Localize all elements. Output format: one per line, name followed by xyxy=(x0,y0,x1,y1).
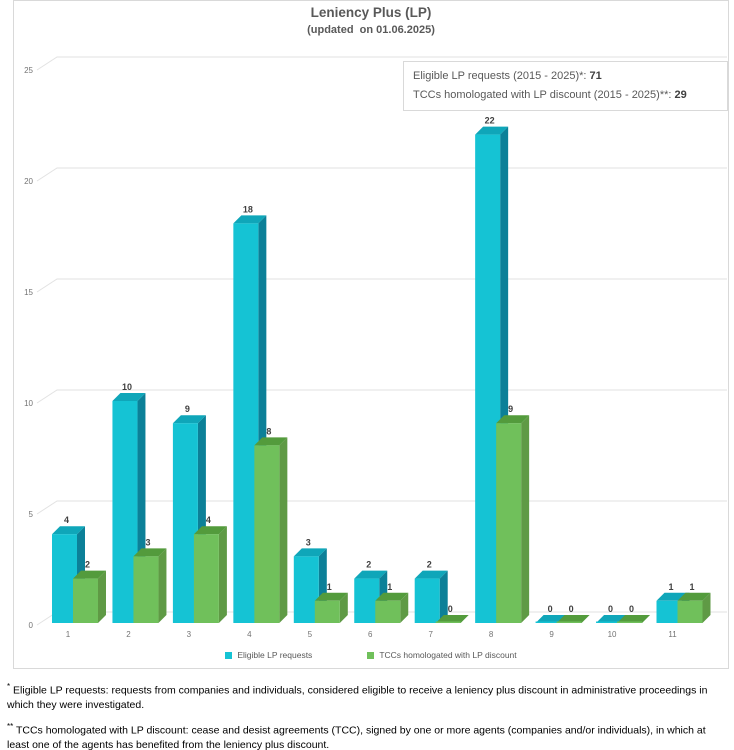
legend-label: TCCs homologated with LP discount xyxy=(379,650,517,660)
legend-item-tccs-homologated xyxy=(367,650,516,660)
gridline xyxy=(37,168,727,181)
footnotes xyxy=(7,681,728,750)
chart-text: 5 xyxy=(307,630,313,639)
chart-text: 0 xyxy=(629,604,635,614)
chart-text: 1 xyxy=(326,581,332,592)
summary-line-1-label: Eligible LP requests (2015 - 2025)*: xyxy=(413,70,590,82)
chart-text: 4 xyxy=(247,630,252,639)
bar-tccs-homologated-with-lp-discount xyxy=(315,593,348,623)
chart-text: 6 xyxy=(368,630,373,639)
chart-text: 11 xyxy=(668,630,677,639)
chart-text: 9 xyxy=(549,630,554,639)
chart-text: 7 xyxy=(428,630,433,639)
chart-text: 22 xyxy=(484,115,495,126)
chart-text: 2 xyxy=(426,559,432,570)
chart-subtitle: (updated on 01.06.2025) xyxy=(307,24,435,36)
summary-line-2-value: 29 xyxy=(674,89,687,101)
chart-text: 1 xyxy=(689,581,695,592)
chart-text: 15 xyxy=(24,288,33,297)
bar-tccs-homologated-with-lp-discount xyxy=(133,548,166,623)
chart-legend xyxy=(14,650,728,660)
chart-text: 25 xyxy=(24,66,33,75)
chart-text: 0 xyxy=(28,621,33,630)
gridline xyxy=(37,279,727,292)
chart-text: 8 xyxy=(488,630,494,639)
footnote-1 xyxy=(7,681,728,712)
chart-text: 2 xyxy=(366,559,372,570)
bar-tccs-homologated-with-lp-discount xyxy=(496,415,529,623)
chart-text: 10 xyxy=(607,630,617,639)
chart-text: 4 xyxy=(205,515,211,526)
legend-swatch-icon xyxy=(367,652,374,659)
chart-text: 3 xyxy=(145,537,151,548)
chart-title: Leniency Plus (LP) xyxy=(310,5,432,20)
footnote-2-marker: ** xyxy=(7,722,14,732)
chart-text: 2 xyxy=(126,630,131,639)
footnote-2-text: TCCs homologated with LP discount: cease and desist agreements (TCC), signed by one or more agents (companies and/or individuals), in which at least one of the agents has benefited from the leniency plus discount. xyxy=(7,724,706,750)
chart-text: 5 xyxy=(28,510,33,519)
legend-label: Eligible LP requests xyxy=(237,650,313,660)
chart-text: 0 xyxy=(568,604,574,614)
chart-text: 0 xyxy=(447,604,453,614)
footnote-1-text: Eligible LP requests: requests from companies and individuals, considered eligible to receive a leniency plus discount in administrative proceedings in which they were investigated. xyxy=(7,684,708,711)
chart-text: 4 xyxy=(63,515,70,526)
chart-text: 1 xyxy=(65,630,71,639)
bar-tccs-homologated-with-lp-discount xyxy=(73,571,106,623)
chart-text: 10 xyxy=(121,382,132,392)
chart-text: 1 xyxy=(668,581,674,592)
summary-line-2-label: TCCs homologated with LP discount (2015 - 2025)**: xyxy=(413,89,675,101)
chart-text: 18 xyxy=(242,204,253,215)
footnote-1-marker: * xyxy=(7,682,11,691)
chart-text: 9 xyxy=(184,404,190,415)
chart-frame xyxy=(13,0,729,669)
chart-text: 20 xyxy=(24,177,33,186)
summary-line-2 xyxy=(413,86,727,105)
bar-tccs-homologated-with-lp-discount xyxy=(194,526,227,623)
bar-eligible-lp-requests xyxy=(415,571,448,623)
bar-tccs-homologated-with-lp-discount xyxy=(375,593,408,623)
bar-tccs-homologated-with-lp-discount xyxy=(254,437,287,623)
chart-text: 9 xyxy=(508,404,514,415)
chart-text: 3 xyxy=(305,537,311,548)
chart-text: 3 xyxy=(186,630,192,639)
bar-tccs-homologated-with-lp-discount xyxy=(678,593,711,623)
chart-text: 8 xyxy=(266,426,272,437)
legend-item-eligible-lp-requests xyxy=(225,650,312,660)
chart-text: 1 xyxy=(387,581,393,592)
summary-line-1 xyxy=(413,67,727,86)
summary-box xyxy=(403,61,728,111)
footnote-2 xyxy=(7,721,728,750)
legend-swatch-icon xyxy=(225,652,232,659)
chart-text: 0 xyxy=(608,604,614,614)
chart-text: 10 xyxy=(24,399,33,408)
summary-line-1-value: 71 xyxy=(589,70,602,82)
chart-text: 0 xyxy=(547,604,553,614)
chart-text: 2 xyxy=(84,559,91,570)
